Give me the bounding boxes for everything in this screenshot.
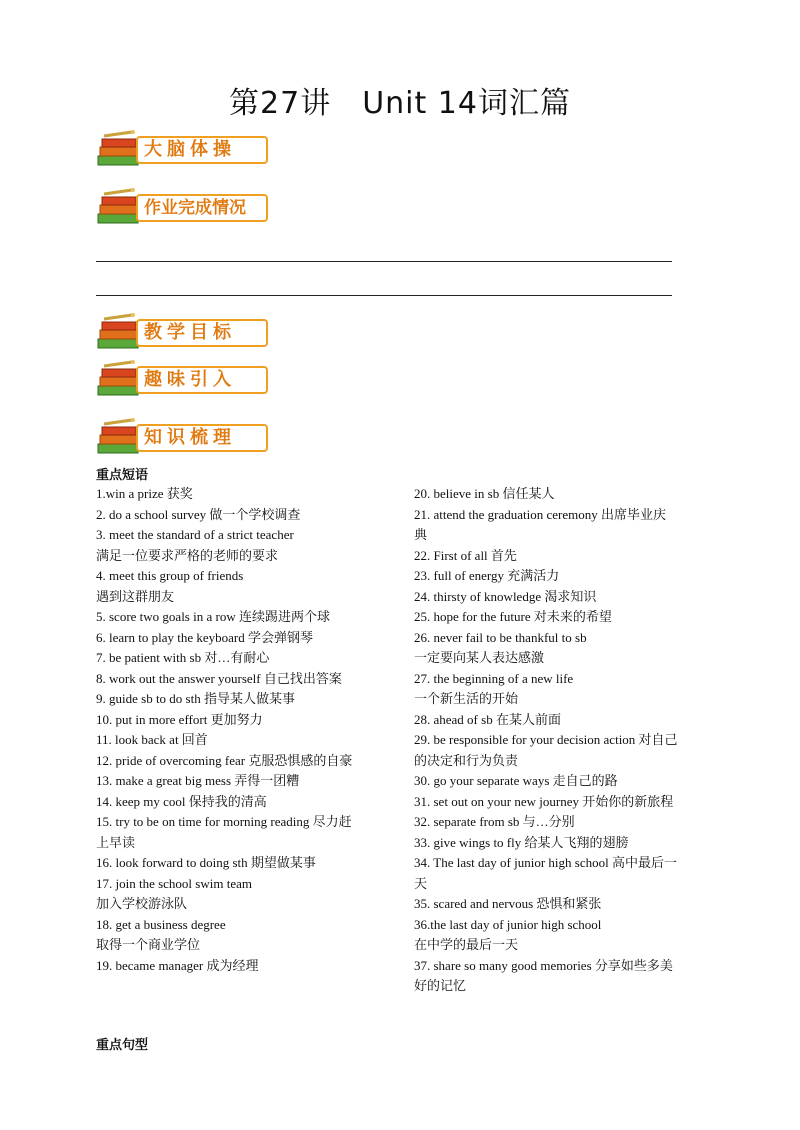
phrase-line: 22. First of all 首先 [414, 547, 517, 563]
banner-label: 作业完成情况 [136, 194, 268, 222]
phrase-line: 9. guide sb to do sth 指导某人做某事 [96, 691, 295, 706]
banner-brain-exercise [96, 130, 266, 170]
phrase-line: 6. learn to play the keyboard 学会弹钢琴 [96, 629, 313, 645]
phrase-line: 35. scared and nervous 恐惧和紧张 [414, 896, 602, 911]
phrase-line: 24. thirsty of knowledge 渴求知识 [414, 588, 597, 604]
phrase-line: 26. never fail to be thankful to sb [414, 629, 587, 645]
phrase-line: 27. the beginning of a new life [414, 670, 574, 686]
phrase-line: 一定要向某人表达感激 [414, 650, 545, 665]
phrase-line: 3. meet the standard of a strict teacher [96, 527, 294, 542]
phrase-line: 12. pride of overcoming fear 克服恐惧感的自豪 [96, 752, 353, 768]
phrase-line: 加入学校游泳队 [96, 896, 188, 911]
phrase-line: 20. believe in sb 信任某人 [414, 486, 555, 501]
phrase-line: 1.win a prize 获奖 [96, 486, 193, 501]
phrase-line: 天 [414, 875, 428, 891]
phrase-line: 25. hope for the future 对未来的希望 [414, 609, 612, 624]
banner-fun-intro [96, 360, 266, 400]
phrase-line: 14. keep my cool 保持我的清高 [96, 793, 267, 809]
phrase-list-right [414, 484, 708, 997]
banner-label: 知识梳理 [136, 424, 268, 452]
phrase-line: 满足一位要求严格的老师的要求 [96, 547, 279, 563]
phrase-line: 29. be responsible for your decision action 对自己 [414, 732, 678, 747]
phrase-line: 30. go your separate ways 走自己的路 [414, 773, 618, 788]
phrase-line: 28. ahead of sb 在某人前面 [414, 711, 561, 727]
page-title: 第27讲 Unit 14词汇篇 [229, 86, 571, 121]
phrase-line: 2. do a school survey 做一个学校调查 [96, 506, 301, 522]
banner-label: 大脑体操 [136, 136, 268, 164]
phrase-line: 5. score two goals in a row 连续踢进两个球 [96, 609, 330, 624]
phrase-line: 13. make a great big mess 弄得一团糟 [96, 773, 300, 788]
banner-teaching-goals [96, 313, 266, 353]
phrase-line: 7. be patient with sb 对…有耐心 [96, 650, 270, 665]
phrase-line: 10. put in more effort 更加努力 [96, 711, 263, 727]
blank-line [96, 261, 672, 262]
phrase-line: 11. look back at 回首 [96, 732, 208, 747]
phrase-line: 18. get a business degree [96, 916, 226, 932]
phrase-line: 32. separate from sb 与…分别 [414, 814, 575, 829]
phrase-line: 31. set out on your new journey 开始你的新旅程 [414, 793, 674, 809]
banner-knowledge-review [96, 418, 266, 458]
banner-homework-status [96, 188, 266, 228]
phrase-line: 4. meet this group of friends [96, 568, 244, 583]
phrase-line: 上早读 [96, 834, 136, 850]
phrase-line: 33. give wings to fly 给某人飞翔的翅膀 [414, 834, 629, 850]
phrase-line: 36.the last day of junior high school [414, 916, 602, 932]
phrase-line: 17. join the school swim team [96, 875, 252, 891]
phrase-line: 16. look forward to doing sth 期望做某事 [96, 855, 316, 870]
phrase-line: 19. became manager 成为经理 [96, 957, 259, 973]
phrases-heading: 重点短语 [96, 468, 149, 483]
phrase-line: 8. work out the answer yourself 自己找出答案 [96, 670, 342, 686]
phrase-line: 的决定和行为负责 [414, 752, 519, 768]
phrase-line: 在中学的最后一天 [414, 937, 519, 952]
phrase-line: 15. try to be on time for morning reading 尽力赶 [96, 814, 352, 829]
phrase-line: 34. The last day of junior high school 高中最后一 [414, 855, 677, 870]
phrase-line: 21. attend the graduation ceremony 出席毕业庆 [414, 506, 666, 522]
sentences-heading: 重点句型 [96, 1038, 149, 1053]
banner-label: 趣味引入 [136, 366, 268, 394]
blank-line [96, 295, 672, 296]
phrase-line: 37. share so many good memories 分享如些多美 [414, 957, 673, 973]
phrase-line: 遇到这群朋友 [96, 588, 175, 604]
phrase-line: 23. full of energy 充满活力 [414, 568, 560, 583]
phrase-line: 取得一个商业学位 [96, 937, 201, 952]
phrase-line: 好的记忆 [414, 978, 467, 993]
banner-label: 教学目标 [136, 319, 268, 347]
phrase-line: 典 [414, 527, 428, 542]
phrase-list-left [96, 484, 396, 976]
phrase-line: 一个新生活的开始 [414, 691, 519, 706]
